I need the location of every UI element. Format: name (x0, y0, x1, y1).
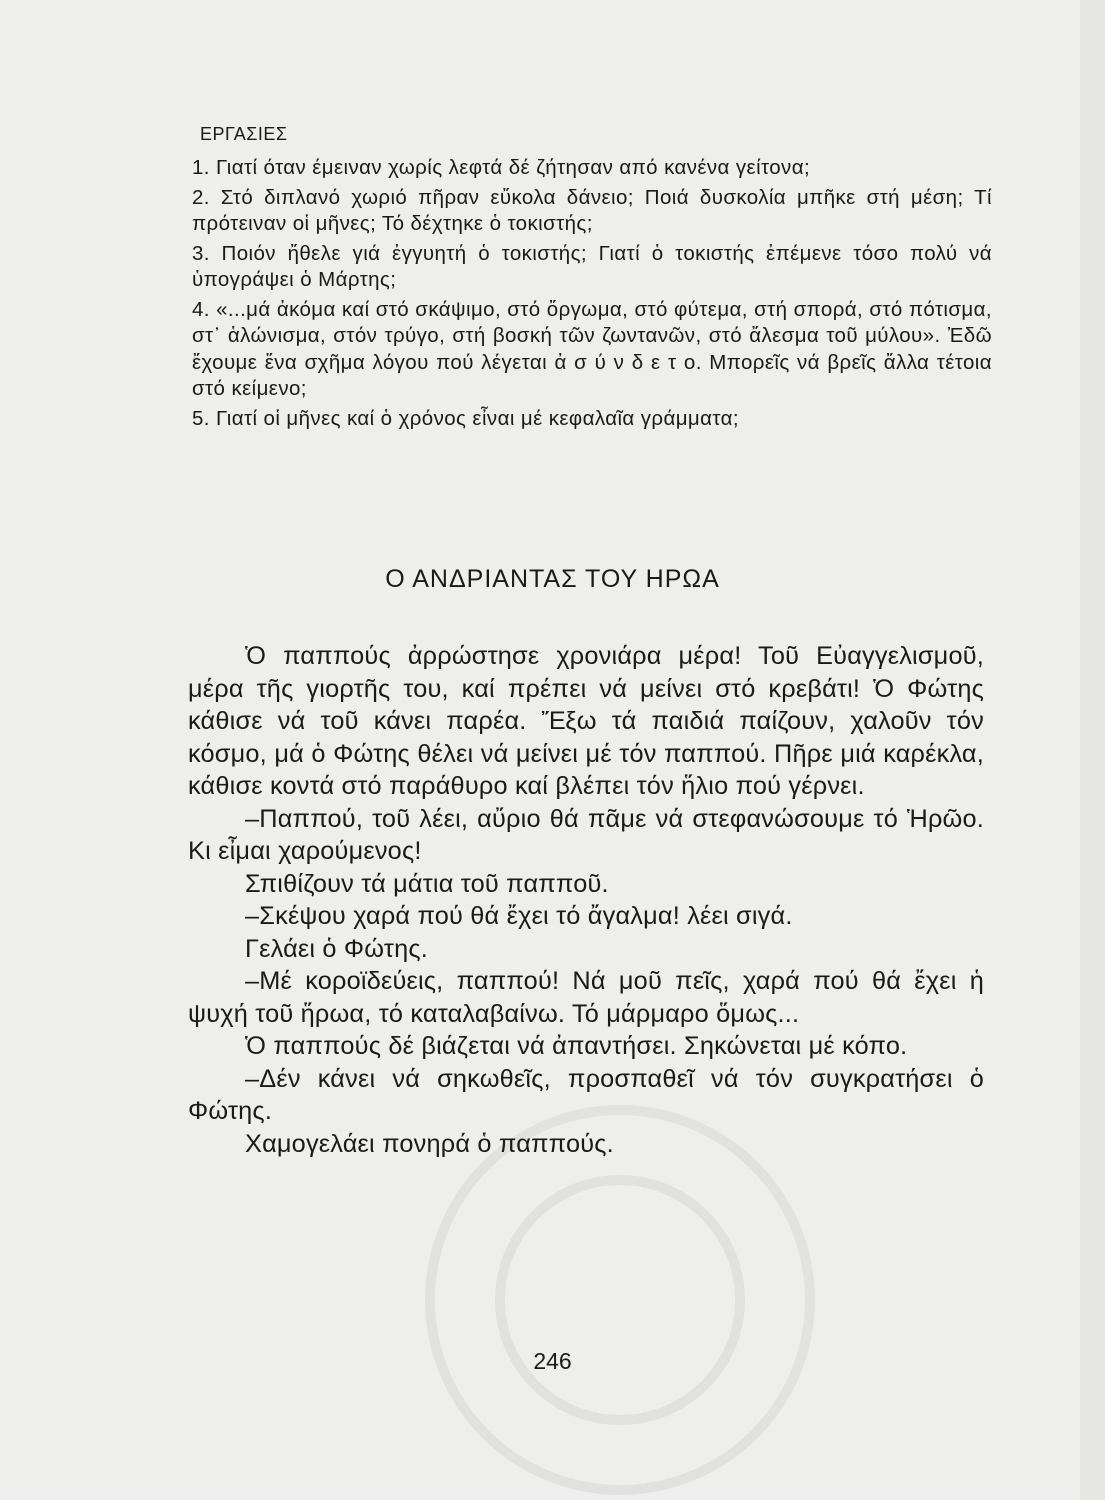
story-paragraph: Γελάει ὁ Φώτης. (245, 934, 428, 963)
exercise-item: 2. Στό διπλανό χωριό πῆραν εὔκολα δάνειο; Ποιά δυσκολία μπῆκε στή μέση; Τί πρότειναν οἱ μῆνες; Τό δέχτηκε ὁ τοκιστής; (192, 185, 992, 235)
story-paragraph: Ὁ παππούς ἀρρώστησε χρονιάρα μέρα! Τοῦ Εὐαγγελισμοῦ, μέρα τῆς γιορτῆς του, καί πρέπει νά μείνει στό κρεβάτι! Ὁ Φώτης κάθισε νά τοῦ κάνει παρέα. Ἔξω τά παιδιά παίζουν, χαλοῦν τόν κόσμο, μά ὁ Φώτης θέλει νά μείνει μέ τόν παππού. Πῆρε μιά καρέκλα, κάθισε κοντά στό παράθυρο καί βλέπει τόν ἥλιο πού γέρνει. (188, 642, 984, 800)
exercises-heading: ΕΡΓΑΣΙΕΣ (200, 124, 288, 144)
page-number: 246 (533, 1348, 572, 1374)
exercise-item: 1. Γιατί όταν έμειναν χωρίς λεφτά δέ ζήτησαν από κανένα γείτονα; (192, 156, 811, 179)
story-paragraph: –Σκέψου χαρά πού θά ἔχει τό ἄγαλμα! λέει σιγά. (245, 902, 793, 930)
story-paragraph: Ὁ παππούς δέ βιάζεται νά ἀπαντήσει. Σηκώνεται μέ κόπο. (245, 1032, 908, 1060)
exercise-item: 5. Γιατί οἱ μῆνες καί ὁ χρόνος εἶναι μέ κεφαλαῖα γράμματα; (192, 406, 739, 430)
story-body (188, 640, 984, 1160)
story-paragraph: –Μέ κοροϊδεύεις, παππού! Νά μοῦ πεῖς, χαρά πού θά ἔχει ἡ ψυχή τοῦ ἥρωα, τό καταλαβαίνω. Τό μάρμαρο ὅμως... (188, 967, 984, 1028)
story-paragraph: Χαμογελάει πονηρά ὁ παππούς. (245, 1129, 614, 1158)
story-paragraph: –Δέν κάνει νά σηκωθεῖς, προσπαθεῖ νά τόν συγκρατήσει ὁ Φώτης. (188, 1064, 984, 1125)
story-title: Ο ΑΝΔΡΙΑΝΤΑΣ ΤΟΥ ΗΡΩΑ (385, 565, 720, 593)
exercise-item: 3. Ποιόν ἤθελε γιά ἐγγυητή ὁ τοκιστής; Γιατί ὁ τοκιστής ἐπέμενε τόσο πολύ νά ὑπογράψει ὁ Μάρτης; (192, 241, 992, 291)
exercise-item: 4. «...μά ἀκόμα καί στό σκάψιμο, στό ὄργωμα, στό φύτεμα, στή σπορά, στό πότισμα, στ᾽ ἁλώνισμα, στόν τρύγο, στή βοσκή τῶν ζωντανῶν, στό ἄλεσμα τοῦ μύλου». Ἐδῶ ἔχουμε ἕνα σχῆμα λόγου πού λέγεται ἀ σ ύ ν δ ε τ ο. Μπορεῖς νά βρεῖς ἄλλα τέτοια στό κείμενο; (192, 297, 992, 400)
story-paragraph: Σπιθίζουν τά μάτια τοῦ παπποῦ. (245, 869, 609, 898)
story-paragraph: –Παππού, τοῦ λέει, αὔριο θά πᾶμε νά στεφανώσουμε τό Ἡρῶο. Κι εἶμαι χαρούμενος! (188, 804, 984, 865)
exercises-list (192, 155, 992, 435)
